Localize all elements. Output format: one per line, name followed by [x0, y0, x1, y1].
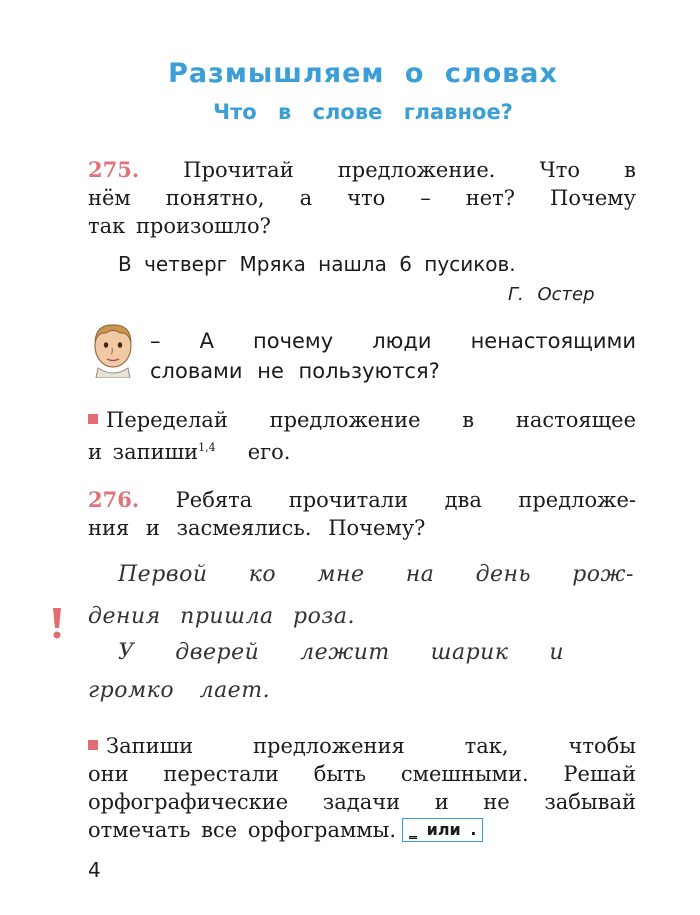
exercise-text: Ребята прочитали два предложе-	[175, 488, 636, 512]
task-write-line1	[88, 732, 636, 760]
footnote-mark: 1,4	[198, 441, 216, 454]
example-sentence: В четверг Мряка нашла 6 пусиков.	[118, 252, 516, 276]
task-text: его.	[247, 440, 291, 464]
exercise-275-line2: нём понятно, а что – нет? Почему	[88, 186, 636, 210]
boy-question-line1: – А почему люди ненастоящими	[150, 329, 636, 353]
task-write	[88, 732, 636, 844]
author-name: Г. Остер	[508, 284, 595, 305]
task-text: Переделай предложение в настоящее	[106, 408, 636, 432]
boy-face-icon	[84, 320, 142, 378]
task-rewrite-line1	[88, 406, 636, 434]
underline-mark: _	[409, 820, 418, 839]
task-text: Запиши предложения так, чтобы	[106, 734, 636, 758]
dot-mark: .	[470, 820, 477, 839]
exercise-276	[88, 486, 636, 542]
script-line-2: дения пришла роза.	[88, 604, 355, 629]
script-line-1: Первой ко мне на день рож-	[118, 562, 634, 587]
legend-text: или	[426, 820, 461, 839]
exercise-number: 276.	[88, 487, 140, 512]
task-rewrite-line2	[88, 434, 636, 466]
task-write-line3: орфографические задачи и не забывай	[88, 790, 636, 814]
task-text: и запиши	[88, 440, 199, 464]
exercise-275-line1	[88, 156, 636, 184]
script-line-3: У дверей лежит шарик и	[118, 640, 564, 665]
exercise-text: Прочитай предложение. Что в	[183, 158, 636, 182]
boy-question-line2: словами не пользуются?	[150, 359, 440, 383]
exercise-275-line3: так произошло?	[88, 214, 271, 238]
exclamation-icon	[48, 606, 66, 640]
page-title: Размышляем о словах	[168, 58, 558, 89]
exercise-275	[88, 156, 636, 240]
exercise-276-line2: ния и засмеялись. Почему?	[88, 516, 426, 540]
bullet-icon	[88, 414, 98, 424]
script-line-4: громко лает.	[88, 678, 271, 703]
task-write-line4	[88, 816, 636, 844]
exercise-276-line1	[88, 486, 636, 514]
task-text: отмечать все орфограммы.	[88, 818, 397, 842]
task-rewrite	[88, 406, 636, 466]
task-write-line2: они перестали быть смешными. Решай	[88, 762, 636, 786]
exercise-number: 275.	[88, 157, 140, 182]
boy-question	[150, 326, 636, 386]
page-number: 4	[88, 858, 101, 882]
page-subtitle: Что в слове главное?	[213, 100, 513, 124]
bullet-icon	[88, 740, 98, 750]
orthogram-legend-box	[402, 818, 483, 842]
